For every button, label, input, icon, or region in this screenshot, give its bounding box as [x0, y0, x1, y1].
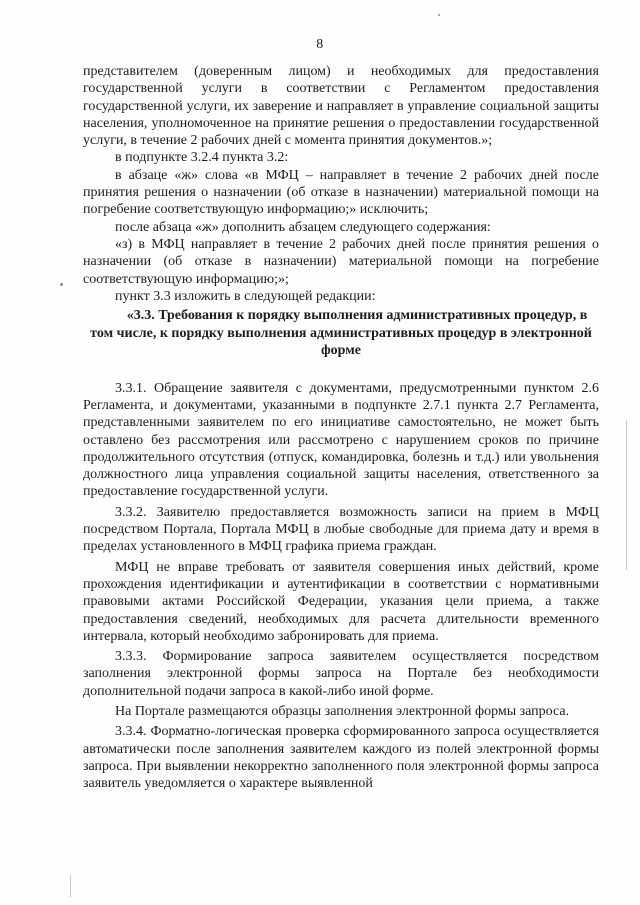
paragraph-3-3-4: 3.3.4. Форматно-логическая проверка сформированного запроса осуществляется автоматически после заполнения заявителем каждого из полей электронной формы запроса. При выявлении некорректно заполненного поля электронной формы запроса заявитель уведомляется о характере выявленной — [83, 724, 599, 792]
paragraph-abzac-z: «з) в МФЦ направляет в течение 2 рабочих дней после принятия решения о назначении (об отказе в назначении) материальной помощи на погребение соответствующую информацию;»; — [83, 236, 599, 287]
paragraph-3-3-1: 3.3.1. Обращение заявителя с документами, предусмотренными пунктом 2.6 Регламента, и документами, указанными в подпункте 2.7.1 пункта 2.7 Регламента, представленными заявителем по его инициативе самостоятельно, не может быть оставлено без рассмотрения или рассмотрено с нарушением сроков по причине продолжительного отсутствия (отпуск, командировка, болезнь и т.д.) или увольнения должностного лица управления социальной защиты населения, ответственного за предоставление государственной услуги. — [83, 380, 599, 500]
scan-artifact-dot — [60, 283, 63, 286]
section-heading-3-3: «3.3. Требования к порядку выполнения административных процедур, в том числе, к порядку выполнения административных процедур в электронной форме — [90, 308, 592, 359]
paragraph-3-3-3: 3.3.3. Формирование запроса заявителем осуществляется посредством заполнения электронной формы запроса на Портале без необходимости дополнительной подачи запроса в какой-либо иной форме. — [83, 649, 599, 699]
paragraph-subpoint-intro: в подпункте 3.2.4 пункта 3.2: — [115, 150, 289, 166]
scan-artifact-dot — [438, 14, 440, 16]
paragraph-3-3-2: 3.3.2. Заявителю предоставляется возможность записи на прием в МФЦ посредством Портала, Портала МФЦ в любые свободные для приема дату и время в пределах установленного в МФЦ графика приема граждан. — [83, 504, 599, 555]
paragraph-add-abzac: после абзаца «ж» дополнить абзацем следующего содержания: — [115, 219, 491, 235]
paragraph-point-33-intro: пункт 3.3 изложить в следующей редакции: — [115, 288, 376, 304]
paragraph-continuation: представителем (доверенным лицом) и необходимых для предоставления государственной услуги в соответствии с Регламентом предоставления государственной услуги, их заверение и направляет в управление социальной защиты населения, уполномоченное на принятие решения о предоставлении государственной услуги, в течение 2 рабочих дней с момента принятия документов.»; — [83, 64, 599, 149]
scan-edge-line — [626, 420, 627, 570]
paragraph-portal-samples: На Портале размещаются образцы заполнения электронной формы запроса. — [115, 704, 570, 719]
scan-edge-line — [70, 875, 71, 897]
page-number: 8 — [316, 37, 324, 52]
document-body — [83, 63, 599, 792]
paragraph-mfc-restrictions: МФЦ не вправе требовать от заявителя совершения иных действий, кроме прохождения идентификации и аутентификации в соответствии с нормативными правовыми актами Российской Федерации, указания цели приема, а также предоставления сведений, необходимых для расчета длительности временного интервала, который необходимо забронировать для приема. — [83, 559, 599, 644]
paragraph-abzac-zh: в абзаце «ж» слова «в МФЦ – направляет в течение 2 рабочих дней после принятия решения о назначении (об отказе в назначении) материальной помощи на погребение соответствующую информацию;» исключить; — [83, 167, 599, 218]
